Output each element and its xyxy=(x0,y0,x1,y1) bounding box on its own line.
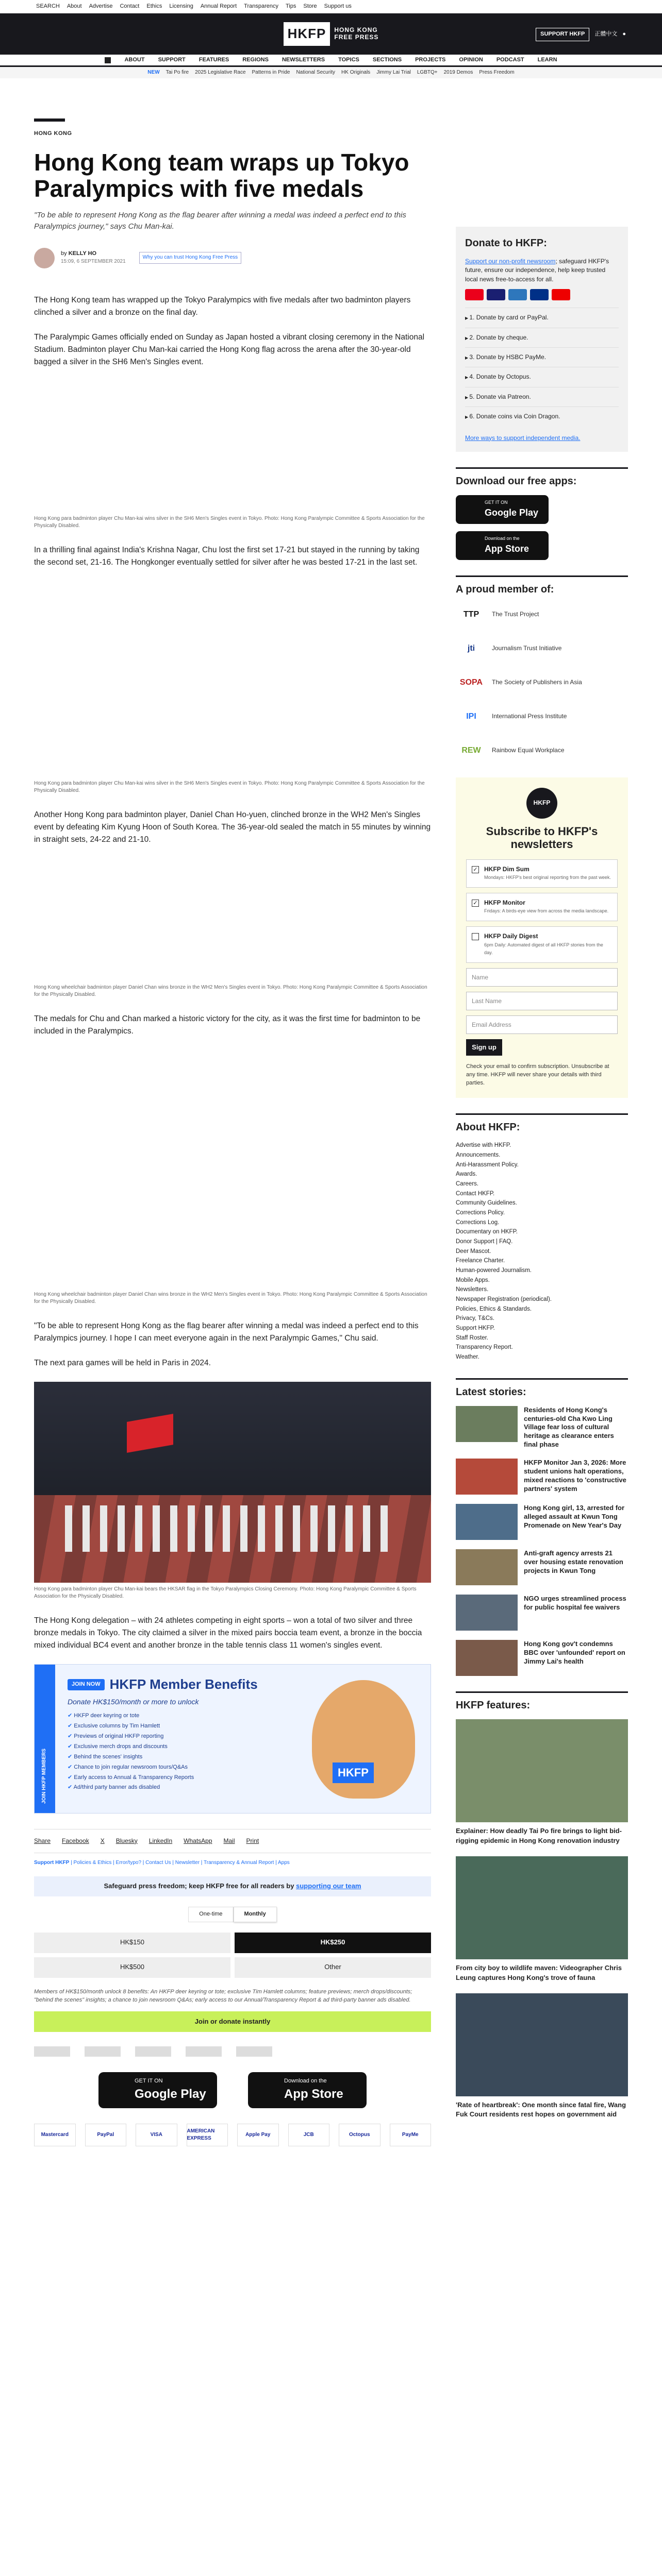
member-org-logo: jti xyxy=(467,644,475,653)
article-category[interactable]: HONG KONG xyxy=(34,130,72,137)
newsletter-name: HKFP Dim Sum xyxy=(484,865,529,873)
features-title: HKFP features: xyxy=(456,1691,628,1713)
about-link[interactable]: Community Guidelines. xyxy=(456,1200,517,1207)
article-main xyxy=(34,118,431,2146)
donate-method[interactable]: ▶ 4. Donate by Octopus. xyxy=(465,367,619,386)
story-title: HKFP Monitor Jan 3, 2026: More student unions halt operations, mixed reactions to 'constructive partners' system xyxy=(524,1459,626,1493)
monthly-option[interactable]: Monthly xyxy=(234,1907,277,1922)
latest-story[interactable] xyxy=(456,1549,628,1585)
google-play-badge[interactable]: GET IT ON Google Play xyxy=(98,2072,217,2108)
paragraph: The Hong Kong delegation – with 24 athletes competing in eight sports – won a total of two silver and three bronze medals in Tokyo. The city claimed a silver in the mixed pairs boccia team event, a bronze in the boccia mixed individual BC4 event and another bronze in the table tennis class 11 women's singles event. xyxy=(34,1616,422,1650)
share-label: Share xyxy=(34,1837,51,1844)
member-logos-row xyxy=(34,2046,431,2057)
feature-title[interactable]: 'Rate of heartbreak': One month since fatal fire, Wang Fuk Court residents rest hopes on government aid xyxy=(456,2100,626,2119)
logo-mark: HKFP xyxy=(284,22,330,46)
nav-item[interactable]: SUPPORT xyxy=(158,56,186,63)
utility-link[interactable]: Support us xyxy=(324,3,352,9)
sidebar-app-store-badge[interactable]: Download on the App Store xyxy=(456,531,549,560)
trending-link[interactable]: 2025 Legislative Race xyxy=(195,69,246,75)
amount-grid xyxy=(34,1933,431,1978)
newsletter-name: HKFP Daily Digest xyxy=(484,933,538,940)
image-caption: Hong Kong para badminton player Chu Man-kai wins silver in the SH6 Men's Singles event in Tokyo. Photo: Hong Kong Paralympic Committee & Sports Association for the Physically Disabled. xyxy=(34,780,425,793)
benefit-item: ✔ Exclusive columns by Tim Hamlett xyxy=(68,1722,418,1731)
author-avatar xyxy=(34,248,55,268)
about-link[interactable]: Support HKFP. xyxy=(456,1325,495,1331)
frequency-toggle xyxy=(34,1907,431,1922)
about-link[interactable]: Advertise with HKFP. xyxy=(456,1142,511,1149)
share-link[interactable]: WhatsApp xyxy=(184,1837,212,1844)
nav-item[interactable]: FEATURES xyxy=(198,56,229,63)
share-link[interactable]: Bluesky xyxy=(115,1837,138,1844)
share-bar xyxy=(34,1829,431,1853)
members-text: Members of HK$150/month unlock 8 benefits: An HKFP deer keyring or tote; exclusive Tim Hamlett columns; feature previews; merch drops/discounts; "behind the scenes" insights; a chance to join newsroom Q&As; early access to our Annual/Transparency Report & ad third-party banner ads disabled. xyxy=(34,1988,412,2003)
latest-title: Latest stories: xyxy=(456,1378,628,1400)
share-link[interactable]: Mail xyxy=(223,1837,235,1844)
newsletter-widget xyxy=(456,777,628,1098)
apps-widget xyxy=(456,467,628,560)
app-store-badge[interactable]: Download on the App Store xyxy=(248,2072,367,2108)
app-badges xyxy=(34,2072,431,2108)
feature-image[interactable] xyxy=(456,1719,628,1822)
benefits-title: HKFP Member Benefits xyxy=(109,1676,258,1692)
amount-250[interactable]: HK$250 xyxy=(235,1933,431,1953)
nav-item[interactable]: PROJECTS xyxy=(415,56,446,63)
main-nav xyxy=(0,55,662,67)
newsletter-logo: HKFP xyxy=(526,788,557,819)
member-org-name: Rainbow Equal Workplace xyxy=(492,747,565,754)
feature-title[interactable]: From city boy to wildlife maven: Videographer Chris Leung captures Hong Kong's trove of fauna xyxy=(456,1963,622,1981)
about-link[interactable]: Privacy, T&Cs. xyxy=(456,1315,494,1322)
join-donate-button[interactable]: Join or donate instantly xyxy=(34,2011,431,2032)
about-link[interactable]: Human-powered Journalism. xyxy=(456,1267,532,1274)
membership-widget xyxy=(456,575,628,762)
payment-logo: Mastercard xyxy=(34,2124,76,2146)
about-link[interactable]: Deer Mascot. xyxy=(456,1248,491,1255)
about-link[interactable]: Anti-Harassment Policy. xyxy=(456,1161,519,1168)
about-link[interactable]: Announcements. xyxy=(456,1151,501,1158)
closing-ceremony-photo xyxy=(34,1382,431,1583)
image-caption: Hong Kong wheelchair badminton player Daniel Chan wins bronze in the WH2 Men's Singles event in Tokyo. Photo: Hong Kong Paralympic Committee & Sports Association for the Physically Disabled. xyxy=(34,1291,427,1304)
ipi-logo[interactable] xyxy=(186,2046,222,2057)
more-ways-link[interactable]: More ways to support independent media. xyxy=(465,434,581,442)
payment-logo: VISA xyxy=(136,2124,177,2146)
about-link[interactable]: Staff Roster. xyxy=(456,1334,489,1341)
nav-item[interactable]: TOPICS xyxy=(338,56,359,63)
donate-method[interactable]: ▶ 3. Donate by HSBC PayMe. xyxy=(465,347,619,367)
story-thumbnail xyxy=(456,1504,518,1540)
join-now-pill[interactable]: JOIN NOW xyxy=(68,1679,105,1690)
member-org-logo: REW xyxy=(461,746,481,755)
nav-item[interactable]: REGIONS xyxy=(242,56,269,63)
trust-link[interactable]: Why you can trust Hong Kong Free Press xyxy=(139,252,242,264)
nav-item[interactable]: OPINION xyxy=(459,56,483,63)
benefit-item: ✔ Exclusive merch drops and discounts xyxy=(68,1743,418,1751)
about-link[interactable]: Newsletters. xyxy=(456,1286,489,1293)
embedded-image xyxy=(34,858,431,981)
newsletter-option[interactable] xyxy=(466,859,618,888)
trending-link[interactable]: National Security xyxy=(296,69,336,75)
utility-link[interactable]: Licensing xyxy=(169,3,193,9)
deer-mascot: HKFP xyxy=(312,1680,415,1799)
latest-story[interactable] xyxy=(456,1406,628,1449)
benefit-item: ✔ HKFP deer keyring or tote xyxy=(68,1712,418,1720)
signup-button[interactable]: Sign up xyxy=(466,1039,502,1056)
story-thumbnail xyxy=(456,1640,518,1676)
newsletter-desc: Fridays: A birds-eye view from across the media landscape. xyxy=(484,908,609,914)
trending-bar xyxy=(0,67,662,78)
search-link[interactable]: SEARCH xyxy=(36,3,60,9)
benefit-item: ✔ Ad/third party banner ads disabled xyxy=(68,1784,418,1792)
member-org-logo: TTP xyxy=(463,610,479,619)
one-time-option[interactable]: One-time xyxy=(188,1907,233,1922)
name-input[interactable]: Name xyxy=(466,968,618,987)
article-footer-links[interactable]: Support HKFP | Policies & Ethics | Error/typo? | Contact Us | Newsletter | Transparency & Annual Report | Apps xyxy=(34,1860,290,1866)
last-name-input[interactable]: Last Name xyxy=(466,992,618,1010)
latest-story[interactable] xyxy=(456,1504,628,1540)
paragraph: In a thrilling final against India's Krishna Nagar, Chu lost the first set 17-21 but stayed in the running by taking the second set, 21-16. The Hongkonger eventually settled for silver after he was bested 17-21 in the last set. xyxy=(34,545,420,567)
amount-150[interactable]: HK$150 xyxy=(34,1933,230,1953)
story-thumbnail xyxy=(456,1406,518,1442)
by-label: by xyxy=(61,250,67,257)
donate-band: Safeguard press freedom; keep HKFP free for all readers by supporting our team xyxy=(34,1876,431,1896)
feature-image[interactable] xyxy=(456,1856,628,1959)
trending-link[interactable]: HK Originals xyxy=(341,69,371,75)
story-title: Anti-graft agency arrests 21 over housing estate renovation projects in Kwun Tong xyxy=(524,1549,623,1574)
about-link[interactable]: Newspaper Registration (periodical). xyxy=(456,1296,552,1302)
donate-methods xyxy=(465,308,619,426)
nav-item[interactable]: LEARN xyxy=(537,56,557,63)
rainbow-logo[interactable] xyxy=(236,2046,272,2057)
top-utility-bar xyxy=(0,0,662,13)
paragraph: The Hong Kong team has wrapped up the Tokyo Paralympics with five medals after two badminton players clinched a silver and a bronze on the final day. xyxy=(34,295,411,317)
about-link[interactable]: Careers. xyxy=(456,1180,479,1187)
newsletter-option[interactable] xyxy=(466,926,618,963)
story-thumbnail xyxy=(456,1595,518,1631)
about-link[interactable]: Contact HKFP. xyxy=(456,1190,495,1197)
benefit-item: ✔ Previews of original HKFP reporting xyxy=(68,1733,418,1741)
member-org-name: The Trust Project xyxy=(492,611,539,618)
trending-link[interactable]: 2019 Demos xyxy=(443,69,473,75)
member-org[interactable] xyxy=(456,637,628,660)
story-thumbnail xyxy=(456,1459,518,1495)
trending-link[interactable]: Jimmy Lai Trial xyxy=(376,69,411,75)
image-caption: Hong Kong para badminton player Chu Man-kai wins silver in the SH6 Men's Singles event in Tokyo. Photo: Hong Kong Paralympic Committee & Sports Association for the Physically Disabled. xyxy=(34,515,425,529)
latest-story[interactable] xyxy=(456,1640,628,1676)
story-title: NGO urges streamlined process for public hospital fee waivers xyxy=(524,1595,626,1612)
about-title: About HKFP: xyxy=(456,1113,628,1135)
newsletter-fine-print: Check your email to confirm subscription. Unsubscribe at any time. HKFP will never share your details with third parties. xyxy=(466,1063,609,1087)
home-icon[interactable] xyxy=(105,57,111,63)
about-link[interactable]: Corrections Policy. xyxy=(456,1209,505,1216)
jti-logo[interactable] xyxy=(85,2046,121,2057)
story-title: Residents of Hong Kong's centuries-old Cha Kwo Ling Village fear loss of cultural heritage as clearance enters final phase xyxy=(524,1405,614,1449)
latest-widget xyxy=(456,1378,628,1676)
sidebar-google-play-badge[interactable]: GET IT ON Google Play xyxy=(456,495,549,524)
paragraph: "To be able to represent Hong Kong as the flag bearer after winning a medal was indeed a perfect end to this Paralympics journey. I hope I can meet everyone again in the next Paralympic Games," Chu said. xyxy=(34,1321,419,1343)
utility-link[interactable]: Tips xyxy=(286,3,296,9)
donate-method[interactable]: ▶ 6. Donate coins via Coin Dragon. xyxy=(465,406,619,426)
support-team-link[interactable]: supporting our team xyxy=(296,1882,361,1890)
about-link[interactable]: Awards. xyxy=(456,1171,477,1178)
payment-logos xyxy=(34,2124,431,2146)
newsletter-title: Subscribe to HKFP's newsletters xyxy=(486,824,598,851)
member-org[interactable] xyxy=(456,671,628,694)
embedded-image xyxy=(34,1050,431,1288)
about-link[interactable]: Documentary on HKFP. xyxy=(456,1229,518,1235)
member-org[interactable] xyxy=(456,603,628,626)
utility-link[interactable]: About xyxy=(67,3,82,9)
sidebar xyxy=(456,118,628,2135)
author-name[interactable]: KELLY HO xyxy=(68,250,97,257)
article-excerpt: "To be able to represent Hong Kong as the flag bearer after winning a medal was indeed a perfect end to this Paralympics journey," says Chu Man-kai. xyxy=(34,211,406,231)
banner-side-strip: JOIN HKFP MEMBERS xyxy=(35,1665,55,1813)
trending-link: NEW xyxy=(147,69,160,75)
utility-link[interactable]: Store xyxy=(303,3,317,9)
nav-item[interactable]: ABOUT xyxy=(124,56,145,63)
benefit-item: ✔ Behind the scenes' insights xyxy=(68,1753,418,1761)
feature-title[interactable]: Explainer: How deadly Tai Po fire brings to light bid-rigging epidemic in Hong Kong renovation industry xyxy=(456,1827,622,1844)
support-newsroom-link[interactable]: Support our non-profit newsroom xyxy=(465,258,556,265)
about-widget xyxy=(456,1113,628,1362)
payment-logo: PayMe xyxy=(390,2124,432,2146)
publish-date: 15:09, 6 SEPTEMBER 2021 xyxy=(61,259,126,265)
feature-image[interactable] xyxy=(456,1993,628,2096)
member-benefits-banner[interactable] xyxy=(34,1664,431,1814)
utility-link[interactable]: Contact xyxy=(120,3,140,9)
user-icon[interactable]: ● xyxy=(622,31,626,37)
paragraph: The medals for Chu and Chan marked a historic victory for the city, as it was the first time for badminton to be included in the Paralympics. xyxy=(34,1014,421,1036)
utility-link[interactable]: Advertise xyxy=(89,3,113,9)
language-link[interactable]: 正體中文 xyxy=(594,31,618,37)
image-caption: Hong Kong wheelchair badminton player Daniel Chan wins bronze in the WH2 Men's Singles event in Tokyo. Photo: Hong Kong Paralympic Committee & Sports Association for the Physically Disabled. xyxy=(34,984,427,997)
paragraph: Another Hong Kong para badminton player, Daniel Chan Ho-yuen, clinched bronze in the WH2 Men's Singles event by defeating Kim Kyung Hoon of South Korea. The 36-year-old sealed the match in 55 minutes by winning in straight sets, 24-22 and 21-10. xyxy=(34,810,431,844)
apps-title: Download our free apps: xyxy=(456,467,628,489)
latest-story[interactable] xyxy=(456,1459,628,1495)
donate-title: Donate to HKFP: xyxy=(465,238,547,249)
byline xyxy=(34,248,431,268)
utility-link[interactable]: Transparency xyxy=(244,3,278,9)
nav-item[interactable]: SECTIONS xyxy=(372,56,402,63)
trending-link[interactable]: Tai Po fire xyxy=(166,69,189,75)
utility-link[interactable]: Ethics xyxy=(146,3,162,9)
trending-link[interactable]: LGBTQ+ xyxy=(417,69,438,75)
payment-logo: AMERICAN EXPRESS xyxy=(187,2124,228,2146)
card-logos xyxy=(465,289,619,300)
newsletter-option[interactable] xyxy=(466,893,618,921)
embedded-image xyxy=(34,381,431,512)
paragraph: The Paralympic Games officially ended on Sunday as Japan hosted a vibrant closing ceremony in the National Stadium. Badminton player Chu Man-kai carried the Hong Kong flag across the arena after the 30-year-old bagged a silver in the SH6 Men's Singles event. xyxy=(34,332,425,366)
support-hkfp-button[interactable]: SUPPORT HKFP xyxy=(536,28,589,41)
member-org-logo: SOPA xyxy=(459,678,483,687)
about-link[interactable]: Transparency Report. xyxy=(456,1344,513,1351)
share-link[interactable]: X xyxy=(100,1837,105,1844)
newsletter-checkbox[interactable]: ✓ xyxy=(472,866,479,873)
payment-logo: Octopus xyxy=(339,2124,380,2146)
newsletter-desc: Mondays: HKFP's best original reporting from the past week. xyxy=(484,874,611,880)
trust-project-logo[interactable] xyxy=(34,2046,70,2057)
benefit-item: ✔ Early access to Annual & Transparency Reports xyxy=(68,1774,418,1782)
member-org-name: The Society of Publishers in Asia xyxy=(492,679,582,686)
member-org-name: Journalism Trust Initiative xyxy=(492,645,562,652)
amount-other[interactable]: Other xyxy=(235,1957,431,1978)
payment-logo: JCB xyxy=(288,2124,330,2146)
member-title: A proud member of: xyxy=(456,575,628,597)
newsletter-checkbox[interactable] xyxy=(472,933,479,940)
story-title: Hong Kong girl, 13, arrested for alleged assault at Kwun Tong Promenade on New Year's Day xyxy=(524,1504,625,1529)
embedded-image xyxy=(34,581,431,777)
article-title: Hong Kong team wraps up Tokyo Paralympics with five medals xyxy=(34,148,409,202)
site-header xyxy=(0,13,662,55)
nav-item[interactable]: NEWSLETTERS xyxy=(282,56,325,63)
site-logo[interactable] xyxy=(284,22,379,46)
features-widget xyxy=(456,1691,628,2120)
amount-500[interactable]: HK$500 xyxy=(34,1957,230,1978)
about-link[interactable]: Policies, Ethics & Standards. xyxy=(456,1306,532,1312)
utility-links xyxy=(67,3,352,11)
about-link[interactable]: Weather. xyxy=(456,1354,479,1361)
latest-story[interactable] xyxy=(456,1595,628,1631)
member-org-name: International Press Institute xyxy=(492,713,567,720)
donate-widget: Donate to HKFP: Support our non-profit newsroom; safeguard HKFP's future, ensure our independence, help keep trusted local news free-to-access for all. ▶ 1. Donate by card or PayPal. ▶ 2. Donate by cheque. ▶ 3. Donate by HSBC PayMe. ▶ 4. Donate by Octopus. ▶ 5. Donate via Patreon. ▶ 6. Donate coins via Coin Dragon. More ways to support independent media. xyxy=(456,227,628,452)
payment-logo: PayPal xyxy=(85,2124,127,2146)
story-thumbnail xyxy=(456,1549,518,1585)
about-link[interactable]: Corrections Log. xyxy=(456,1219,500,1226)
nav-item[interactable]: PODCAST xyxy=(496,56,524,63)
member-org[interactable] xyxy=(456,705,628,728)
share-link[interactable]: LinkedIn xyxy=(148,1837,173,1844)
email-input[interactable]: Email Address xyxy=(466,1015,618,1034)
logo-text: HONG KONG FREE PRESS xyxy=(334,26,379,41)
sopa-logo[interactable] xyxy=(135,2046,171,2057)
newsletter-checkbox[interactable]: ✓ xyxy=(472,900,479,907)
member-org[interactable] xyxy=(456,739,628,762)
member-org-logo: IPI xyxy=(466,712,476,721)
share-link[interactable]: Print xyxy=(246,1837,259,1844)
paragraph: The next para games will be held in Paris in 2024. xyxy=(34,1358,211,1367)
share-link[interactable]: Facebook xyxy=(62,1837,89,1844)
story-title: Hong Kong gov't condemns BBC over 'unfounded' report on Jimmy Lai's health xyxy=(524,1640,625,1665)
about-link[interactable]: Donor Support | FAQ. xyxy=(456,1238,513,1245)
donate-method[interactable]: ▶ 2. Donate by cheque. xyxy=(465,328,619,347)
about-link[interactable]: Freelance Charter. xyxy=(456,1258,505,1264)
newsletter-desc: 6pm Daily: Automated digest of all HKFP stories from the day. xyxy=(484,942,603,956)
trending-link[interactable]: Press Freedom xyxy=(479,69,515,75)
title-rule xyxy=(34,118,65,122)
benefits-subtitle: Donate HK$150/month or more to unlock xyxy=(68,1697,199,1706)
utility-link[interactable]: Annual Report xyxy=(200,3,237,9)
about-link[interactable]: Mobile Apps. xyxy=(456,1277,490,1283)
benefit-item: ✔ Chance to join regular newsroom tours/Q&As xyxy=(68,1764,418,1772)
donate-method[interactable]: ▶ 5. Donate via Patreon. xyxy=(465,387,619,406)
trending-link[interactable]: Patterns in Pride xyxy=(252,69,290,75)
payment-logo: Apple Pay xyxy=(237,2124,279,2146)
newsletter-name: HKFP Monitor xyxy=(484,899,525,906)
image-caption: Hong Kong para badminton player Chu Man-kai bears the HKSAR flag in the Tokyo Paralympics Closing Ceremony. Photo: Hong Kong Paralympic Committee & Sports Association for the Physically Disabled. xyxy=(34,1586,417,1599)
donate-method[interactable]: ▶ 1. Donate by card or PayPal. xyxy=(465,308,619,327)
